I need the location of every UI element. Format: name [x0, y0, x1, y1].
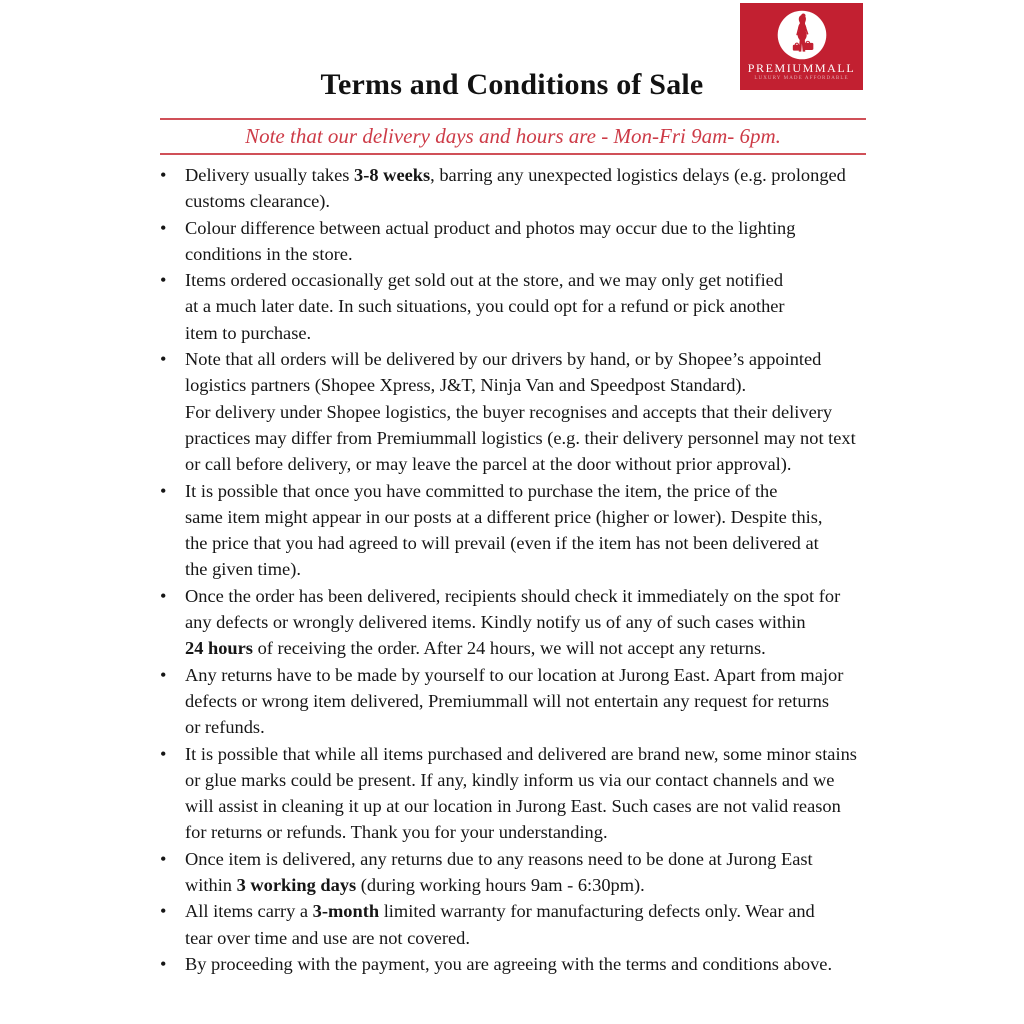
term-bullet-text: Items ordered occasionally get sold out at the store, and we may only get notified at a much later date. In such situations, you could opt for a refund or pick another item to purchase. [185, 270, 785, 343]
term-bullet-item [160, 741, 876, 846]
term-bullet-text: Any returns have to be made by yourself to our location at Jurong East. Apart from major defects or wrong item delivered, Premiummall will not entertain any request for returns or refunds. [185, 664, 844, 738]
term-bullet-item [160, 898, 876, 951]
term-bullet-text: Once the order has been delivered, recipients should check it immediately on the spot for any defects or wrongly delivered items. Kindly notify us of any of such cases within 24 hours of receiving the order. After 24 hours, we will not accept any returns. [185, 585, 841, 659]
terms-bullet-list [160, 162, 876, 977]
term-bullet-item [160, 478, 876, 583]
bullet-marker-icon: • [160, 901, 167, 922]
term-bullet-item [160, 215, 876, 268]
woman-with-shopping-bags-icon [775, 8, 829, 62]
logo-brand-name: PREMIUMMALL [747, 61, 856, 75]
bullet-marker-icon: • [160, 848, 167, 869]
term-bullet-item [160, 267, 876, 346]
term-bullet-item [160, 662, 876, 741]
term-bullet-text: Note that all orders will be delivered by our drivers by hand, or by Shopee’s appointed logistics partners (Shopee Xpress, J&T, Ninja Van and Speedpost Standard). For delivery under Shopee logistics, the buyer recognises and accepts that their delivery practices may differ from Premiummall logistics (e.g. their delivery personnel may not text or call before delivery, or may leave the parcel at the door without prior approval). [185, 349, 856, 475]
term-bullet-text: It is possible that once you have committed to purchase the item, the price of the same item might appear in our posts at a different price (higher or lower). Despite this, the price that you had agreed to will prevail (even if the item has not been delivered at the given time). [185, 480, 823, 580]
bullet-marker-icon: • [160, 585, 167, 606]
bullet-marker-icon: • [160, 165, 167, 185]
term-bullet-item [160, 162, 876, 215]
bullet-marker-icon: • [160, 664, 167, 685]
term-bullet-item [160, 583, 876, 662]
bullet-marker-icon: • [160, 953, 167, 974]
term-bullet-text: Delivery usually takes 3-8 weeks, barring any unexpected logistics delays (e.g. prolonged customs clearance). [185, 165, 846, 212]
bullet-marker-icon: • [160, 743, 167, 764]
term-bullet-text: Once item is delivered, any returns due to any reasons need to be done at Jurong East within 3 working days (during working hours 9am - 6:30pm). [185, 848, 813, 896]
term-bullet-text: Colour difference between actual product and photos may occur due to the lighting conditions in the store. [185, 217, 796, 264]
term-bullet-item [160, 951, 876, 977]
delivery-notice-text: Note that our delivery days and hours are - Mon-Fri 9am- 6pm. [245, 124, 781, 148]
bullet-marker-icon: • [160, 270, 167, 291]
page-title: Terms and Conditions of Sale [320, 68, 704, 101]
term-bullet-text: By proceeding with the payment, you are agreeing with the terms and conditions above. [185, 953, 833, 974]
bullet-marker-icon: • [160, 480, 167, 501]
term-bullet-text: It is possible that while all items purchased and delivered are brand new, some minor stains or glue marks could be present. If any, kindly inform us via our contact channels and we will assist in cleaning it up at our location in Jurong East. Such cases are not valid reason for returns or refunds. Thank you for your understanding. [185, 743, 857, 843]
term-bullet-item [160, 346, 876, 477]
bullet-marker-icon: • [160, 217, 167, 238]
bullet-marker-icon: • [160, 349, 167, 370]
premiummall-logo [740, 3, 863, 90]
term-bullet-item [160, 846, 876, 899]
delivery-notice-banner [160, 118, 866, 155]
term-bullet-text: All items carry a 3-month limited warranty for manufacturing defects only. Wear and tear over time and use are not covered. [185, 901, 815, 948]
logo-tagline: LUXURY MADE AFFORDABLE [754, 76, 849, 81]
